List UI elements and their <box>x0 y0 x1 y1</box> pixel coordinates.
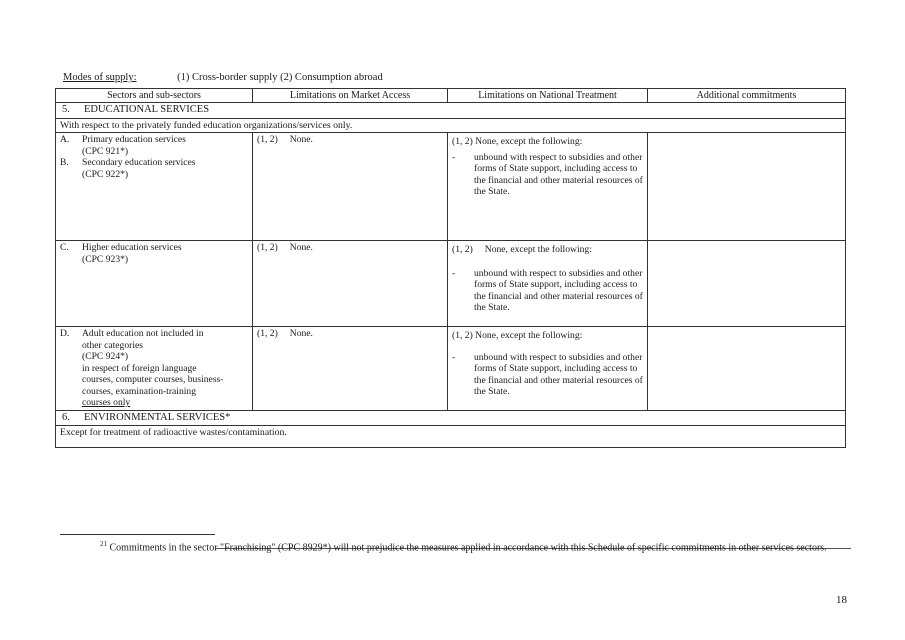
header-additional-commitments: Additional commitments <box>648 89 846 103</box>
sub-sector-line: (CPC 923*) <box>82 253 129 265</box>
header-sectors: Sectors and sub-sectors <box>56 89 253 103</box>
section-5-title <box>56 103 846 119</box>
sub-sector-line: (CPC 924*) <box>82 351 129 363</box>
sub-sector-c <box>60 242 248 265</box>
page-number: 18 <box>836 594 847 606</box>
sub-sector-line: courses only <box>82 397 131 409</box>
modes-of-supply <box>63 72 383 83</box>
national-treatment-intro: (1, 2) None, except the following: <box>452 330 583 342</box>
national-treatment-intro: (1, 2) None, except the following: <box>452 136 583 148</box>
sub-sector-text <box>82 157 248 180</box>
section-6-title <box>56 410 846 426</box>
national-treatment-cell <box>448 133 648 241</box>
sub-sector-line: Adult education not included in <box>82 328 204 340</box>
sub-sector-letter: B. <box>60 157 69 169</box>
national-treatment-cell <box>448 327 648 411</box>
national-treatment-cell <box>448 241 648 327</box>
national-treatment-text: unbound with respect to subsidies and other forms of State support, including access to the financial and other material resources of the State. <box>474 151 643 198</box>
sub-sector-line: other categories <box>82 339 143 351</box>
sub-sector-text <box>82 328 248 409</box>
sub-sector-line: Higher education services <box>82 242 182 254</box>
national-treatment-bullet <box>452 352 643 398</box>
national-treatment-text: unbound with respect to subsidies and other forms of State support, including access to the financial and other material resources of the State. <box>474 351 643 398</box>
section-6-row <box>56 410 846 426</box>
section-6-number: 6. <box>62 411 70 423</box>
sub-sector-text <box>82 134 248 157</box>
section-5-name: EDUCATIONAL SERVICES <box>84 104 210 115</box>
section-6-name: ENVIRONMENTAL SERVICES* <box>84 411 231 423</box>
dash-mark: - <box>452 267 456 279</box>
sub-sector-letter: A. <box>60 134 70 146</box>
table-row <box>56 241 846 327</box>
section-5-note: With respect to the privately funded education organizations/services only. <box>56 118 846 133</box>
footnote <box>60 540 852 555</box>
sub-sector-a <box>60 134 248 157</box>
modes-label: Modes of supply: <box>63 72 137 83</box>
national-treatment-text: unbound with respect to subsidies and other forms of State support, including access to the financial and other material resources of the State. <box>474 267 643 314</box>
market-access-cell: (1, 2) None. <box>253 133 448 241</box>
sub-sector-line: in respect of foreign language <box>82 362 197 374</box>
sub-sector-letter: C. <box>60 242 69 254</box>
footnote-mark: 21 <box>100 540 107 548</box>
sub-sector-text <box>82 242 248 265</box>
section-5-number: 5. <box>62 104 70 115</box>
section-6-note-row <box>56 426 846 448</box>
additional-cell <box>648 327 846 411</box>
sub-sector-line: Secondary education services <box>82 157 196 169</box>
section-5-note-row <box>56 118 846 133</box>
sub-sector-b <box>60 157 248 180</box>
sector-cell <box>56 241 253 327</box>
footnote-text: Commitments in the sector "Franchising" (CPC 8929*) will not prejudice the measures applied in accordance with this Schedule of specific commitments in other services sectors. <box>109 542 827 554</box>
header-row <box>56 89 846 103</box>
market-access-cell: (1, 2) None. <box>253 327 448 411</box>
sub-sector-d <box>60 328 248 409</box>
market-access-cell: (1, 2) None. <box>253 241 448 327</box>
national-treatment-bullet <box>452 152 643 198</box>
sub-sector-line: courses, computer courses, business- <box>82 374 224 386</box>
national-treatment-intro: (1, 2) None, except the following: <box>452 244 592 256</box>
sub-sector-line: Primary education services <box>82 134 186 146</box>
additional-cell <box>648 241 846 327</box>
sector-cell <box>56 327 253 411</box>
section-6-note: Except for treatment of radioactive wastes/contamination. <box>56 426 846 448</box>
dash-mark: - <box>452 351 456 363</box>
header-market-access: Limitations on Market Access <box>253 89 448 103</box>
sector-cell <box>56 133 253 241</box>
table-row <box>56 327 846 411</box>
sub-sector-line: (CPC 922*) <box>82 168 129 180</box>
modes-value: (1) Cross-border supply (2) Consumption abroad <box>177 72 383 83</box>
dash-mark: - <box>452 151 456 163</box>
schedule-table <box>55 88 846 448</box>
table-row <box>56 133 846 241</box>
sub-sector-letter: D. <box>60 328 70 340</box>
additional-cell <box>648 133 846 241</box>
footnote-separator <box>60 534 215 535</box>
section-5-row <box>56 103 846 119</box>
sub-sector-line: (CPC 921*) <box>82 145 129 157</box>
national-treatment-bullet <box>452 268 643 314</box>
header-national-treatment: Limitations on National Treatment <box>448 89 648 103</box>
sub-sector-line: courses, examination-training <box>82 385 197 397</box>
